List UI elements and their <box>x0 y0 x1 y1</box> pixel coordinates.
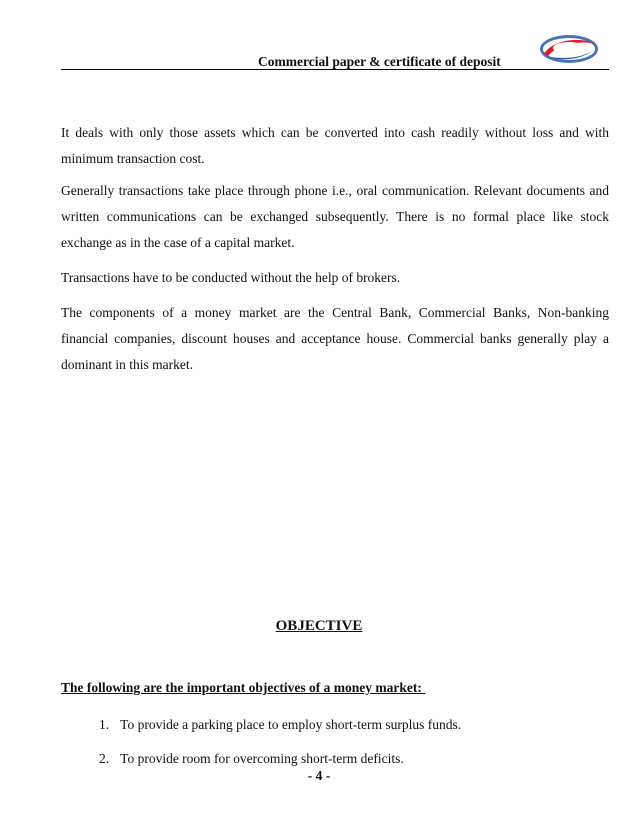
header-title: Commercial paper & certificate of deposit <box>258 54 501 69</box>
swoosh-logo-icon <box>538 32 600 66</box>
list-item-number: 1. <box>99 717 110 732</box>
header-divider <box>61 69 609 70</box>
paragraph-assets: It deals with only those assets which can be converted into cash readily without loss and with minimum transaction cost. <box>61 125 609 166</box>
objective-heading: OBJECTIVE <box>275 618 363 634</box>
paragraph-brokers: Transactions have to be conducted without the help of brokers. <box>61 270 401 285</box>
list-item-text: To provide a parking place to employ short-term surplus funds. <box>120 717 462 732</box>
list-item <box>99 715 461 749</box>
paragraph-transactions: Generally transactions take place through phone i.e., oral communication. Relevant documents and written communications can be exchanged subsequently. There is no formal place like stock exchange as in the case of a capital market. <box>61 183 609 250</box>
page-number: - 4 - <box>307 768 331 783</box>
list-item-text: To provide room for overcoming short-term deficits. <box>120 751 404 766</box>
objectives-intro: The following are the important objectives of a money market: <box>61 680 426 695</box>
paragraph-components: The components of a money market are the Central Bank, Commercial Banks, Non-banking financial companies, discount houses and acceptance house. Commercial banks generally play a dominant in this market. <box>61 305 609 372</box>
list-item-number: 2. <box>99 751 110 766</box>
